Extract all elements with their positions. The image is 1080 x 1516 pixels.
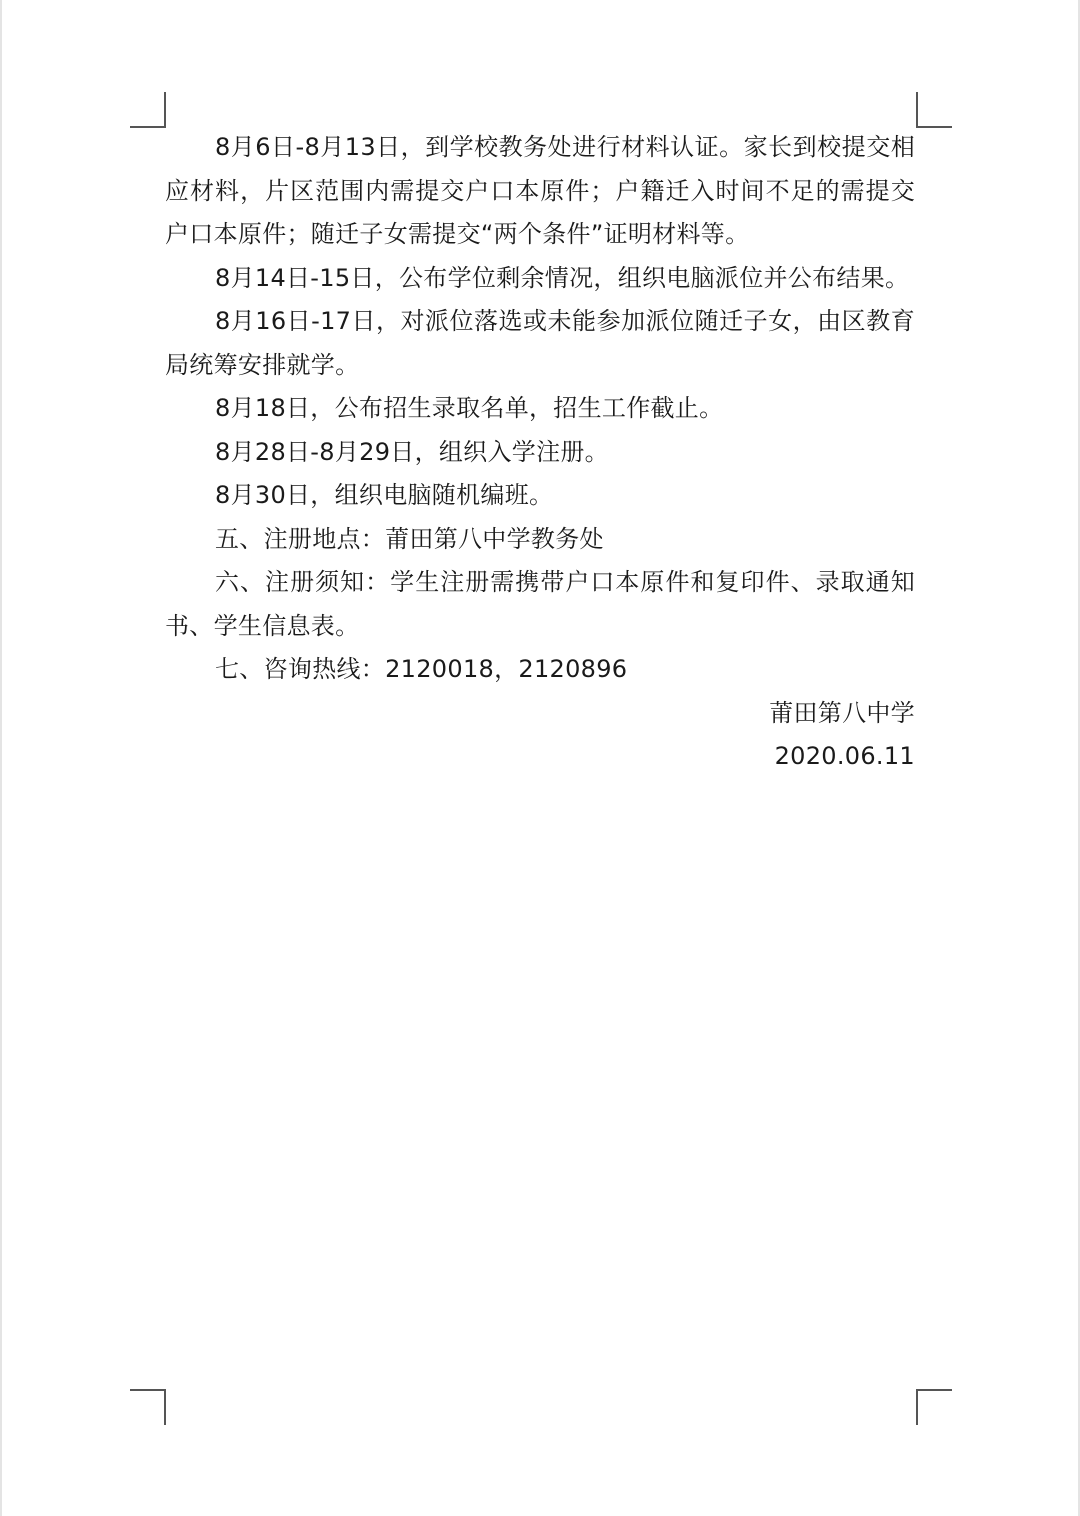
crop-mark-bottom-right xyxy=(916,1389,952,1425)
paragraph-admission-list: 8月18日，公布招生录取名单，招生工作截止。 xyxy=(215,394,724,422)
paragraph-enrollment-registration: 8月28日-8月29日，组织入学注册。 xyxy=(215,437,609,466)
crop-mark-top-left xyxy=(130,92,166,128)
signature-organization: 莆田第八中学 xyxy=(769,698,915,727)
paragraph-registration-location: 五、注册地点：莆田第八中学教务处 xyxy=(215,524,604,553)
crop-mark-bottom-left xyxy=(130,1389,166,1425)
crop-mark-top-right xyxy=(916,92,952,128)
document-body xyxy=(165,126,915,779)
paragraph-district-arrangement: 8月16日-17日，对派位落选或未能参加派位随迁子女，由区教育局统筹安排就学。 xyxy=(165,307,915,379)
page-edge-left xyxy=(0,0,2,1516)
paragraph-class-assignment: 8月30日，组织电脑随机编班。 xyxy=(215,481,554,509)
paragraph-hotline: 七、咨询热线：2120018，2120896 xyxy=(215,655,628,683)
paragraph-material-verification: 8月6日-8月13日，到学校教务处进行材料认证。家长到校提交相应材料，片区范围内需提交户口本原件；户籍迁入时间不足的需提交户口本原件；随迁子女需提交“两个条件”证明材料等。 xyxy=(165,133,915,248)
signature-date: 2020.06.11 xyxy=(774,742,915,770)
paragraph-registration-notes: 六、注册须知：学生注册需携带户口本原件和复印件、录取通知书、学生信息表。 xyxy=(165,568,915,640)
paragraph-computer-allocation: 8月14日-15日，公布学位剩余情况，组织电脑派位并公布结果。 xyxy=(215,263,910,292)
